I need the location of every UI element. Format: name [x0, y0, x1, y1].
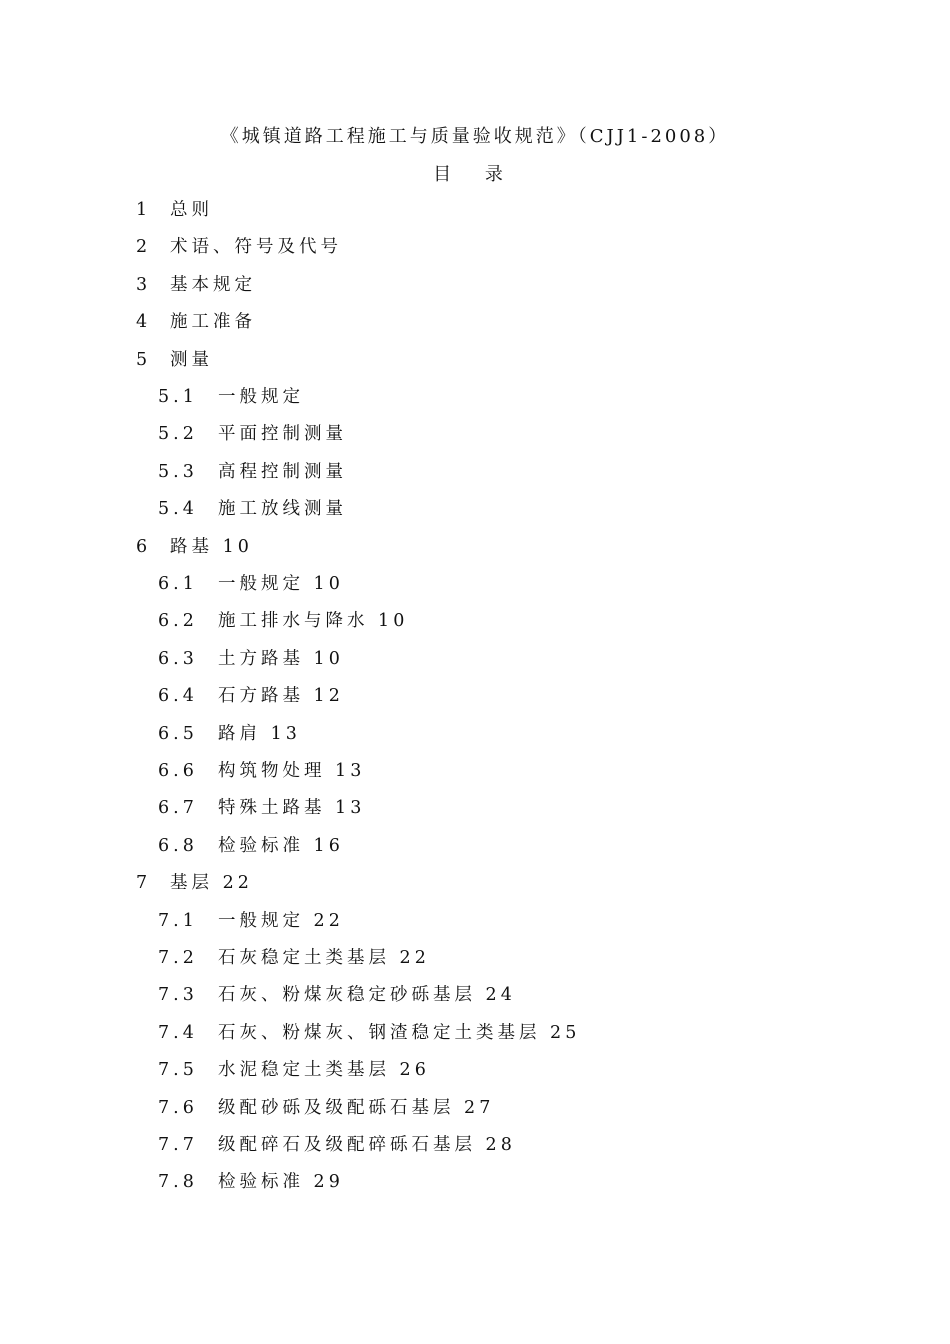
- toc-entry-title: 一般规定: [218, 387, 304, 407]
- toc-entry: [158, 759, 365, 783]
- toc-entry-number: 4: [136, 312, 152, 333]
- toc-entry: [158, 684, 344, 708]
- toc-entry: [158, 909, 344, 933]
- toc-entry: [136, 235, 342, 259]
- toc-entry-title: 路基 10: [170, 536, 253, 557]
- toc-entry-title: 特殊土路基 13: [218, 798, 366, 819]
- toc-entry: [136, 310, 256, 334]
- toc-entry-title: 基层 22: [170, 873, 253, 894]
- toc-entry: [158, 796, 365, 820]
- toc-entry-number: 7.7: [158, 1135, 198, 1155]
- toc-entry: [158, 946, 430, 970]
- document-title: 《城镇道路工程施工与质量验收规范》（CJJ1-2008）: [220, 126, 730, 147]
- toc-entry-number: 7.2: [158, 948, 198, 968]
- toc-entry-number: 7.8: [158, 1172, 198, 1193]
- toc-entry-title: 高程控制测量: [218, 461, 347, 482]
- toc-entry-number: 7.6: [158, 1097, 198, 1118]
- toc-entry-number: 6.5: [158, 723, 198, 744]
- toc-entry: [136, 348, 213, 372]
- toc-entry-title: 总则: [170, 200, 213, 220]
- toc-entry-title: 检验标准 16: [218, 835, 344, 856]
- toc-entry-number: 5.3: [158, 461, 198, 482]
- toc-entry-number: 6.1: [158, 574, 198, 594]
- toc-entry: [158, 497, 347, 521]
- toc-entry: [158, 1096, 494, 1120]
- toc-entry-title: 级配砂砾及级配砾石基层 27: [218, 1097, 495, 1118]
- toc-entry-number: 7.3: [158, 985, 198, 1006]
- toc-entry-number: 7.4: [158, 1022, 198, 1043]
- toc-entry-number: 6.2: [158, 611, 198, 632]
- toc-entry-number: 6.8: [158, 835, 198, 856]
- toc-entry-number: 7.1: [158, 910, 198, 931]
- toc-entry: [158, 422, 347, 446]
- toc-entry: [158, 460, 347, 484]
- toc-entry: [136, 871, 253, 895]
- toc-entry-title: 术语、符号及代号: [170, 237, 342, 258]
- toc-entry-title: 构筑物处理 13: [218, 761, 366, 781]
- toc-entry-title: 测量: [170, 349, 213, 370]
- toc-entry-title: 石灰稳定土类基层 22: [218, 948, 430, 968]
- toc-entry-title: 石灰、粉煤灰稳定砂砾基层 24: [218, 985, 516, 1006]
- toc-entry: [158, 983, 516, 1007]
- toc-entry-title: 施工排水与降水 10: [218, 611, 409, 632]
- toc-entry-title: 基本规定: [170, 274, 256, 295]
- toc-entry: [158, 1133, 516, 1157]
- toc-entry-title: 一般规定 22: [218, 910, 344, 931]
- toc-entry-number: 5.2: [158, 424, 198, 445]
- toc-entry-title: 土方路基 10: [218, 648, 344, 669]
- toc-entry-title: 级配碎石及级配碎砾石基层 28: [218, 1135, 516, 1155]
- toc-entry: [136, 198, 213, 222]
- toc-entry: [158, 647, 344, 671]
- toc-entry: [158, 385, 304, 409]
- toc-heading: 目 录: [433, 164, 517, 185]
- toc-entry-number: 6.3: [158, 648, 198, 669]
- toc-entry-number: 5: [136, 349, 152, 370]
- toc-entry: [158, 1021, 580, 1045]
- toc-entry-number: 1: [136, 200, 152, 220]
- toc-entry-number: 5.4: [158, 499, 198, 520]
- toc-entry: [158, 834, 344, 858]
- toc-entry-title: 检验标准 29: [218, 1172, 344, 1193]
- toc-entry-title: 水泥稳定土类基层 26: [218, 1060, 430, 1081]
- toc-entry-number: 6: [136, 536, 152, 557]
- toc-entry-number: 2: [136, 237, 152, 258]
- toc-entry-number: 6.4: [158, 686, 198, 707]
- toc-entry: [136, 273, 256, 297]
- toc-entry-title: 一般规定 10: [218, 574, 344, 594]
- toc-entry-title: 平面控制测量: [218, 424, 347, 445]
- toc-entry-number: 3: [136, 274, 152, 295]
- toc-entry: [158, 722, 301, 746]
- toc-entry: [158, 1170, 344, 1194]
- toc-entry-title: 石方路基 12: [218, 686, 344, 707]
- toc-entry-number: 7: [136, 873, 152, 894]
- toc-entry-title: 施工准备: [170, 312, 256, 333]
- toc-entry-number: 7.5: [158, 1060, 198, 1081]
- toc-entry-title: 石灰、粉煤灰、钢渣稳定土类基层 25: [218, 1022, 581, 1043]
- toc-entry: [158, 1058, 430, 1082]
- toc-entry-number: 5.1: [158, 387, 198, 407]
- toc-entry-number: 6.6: [158, 761, 198, 781]
- toc-entry: [158, 572, 344, 596]
- toc-entry-title: 路肩 13: [218, 723, 301, 744]
- toc-entry-title: 施工放线测量: [218, 499, 347, 520]
- toc-entry-number: 6.7: [158, 798, 198, 819]
- toc-entry: [158, 609, 408, 633]
- toc-entry: [136, 535, 253, 559]
